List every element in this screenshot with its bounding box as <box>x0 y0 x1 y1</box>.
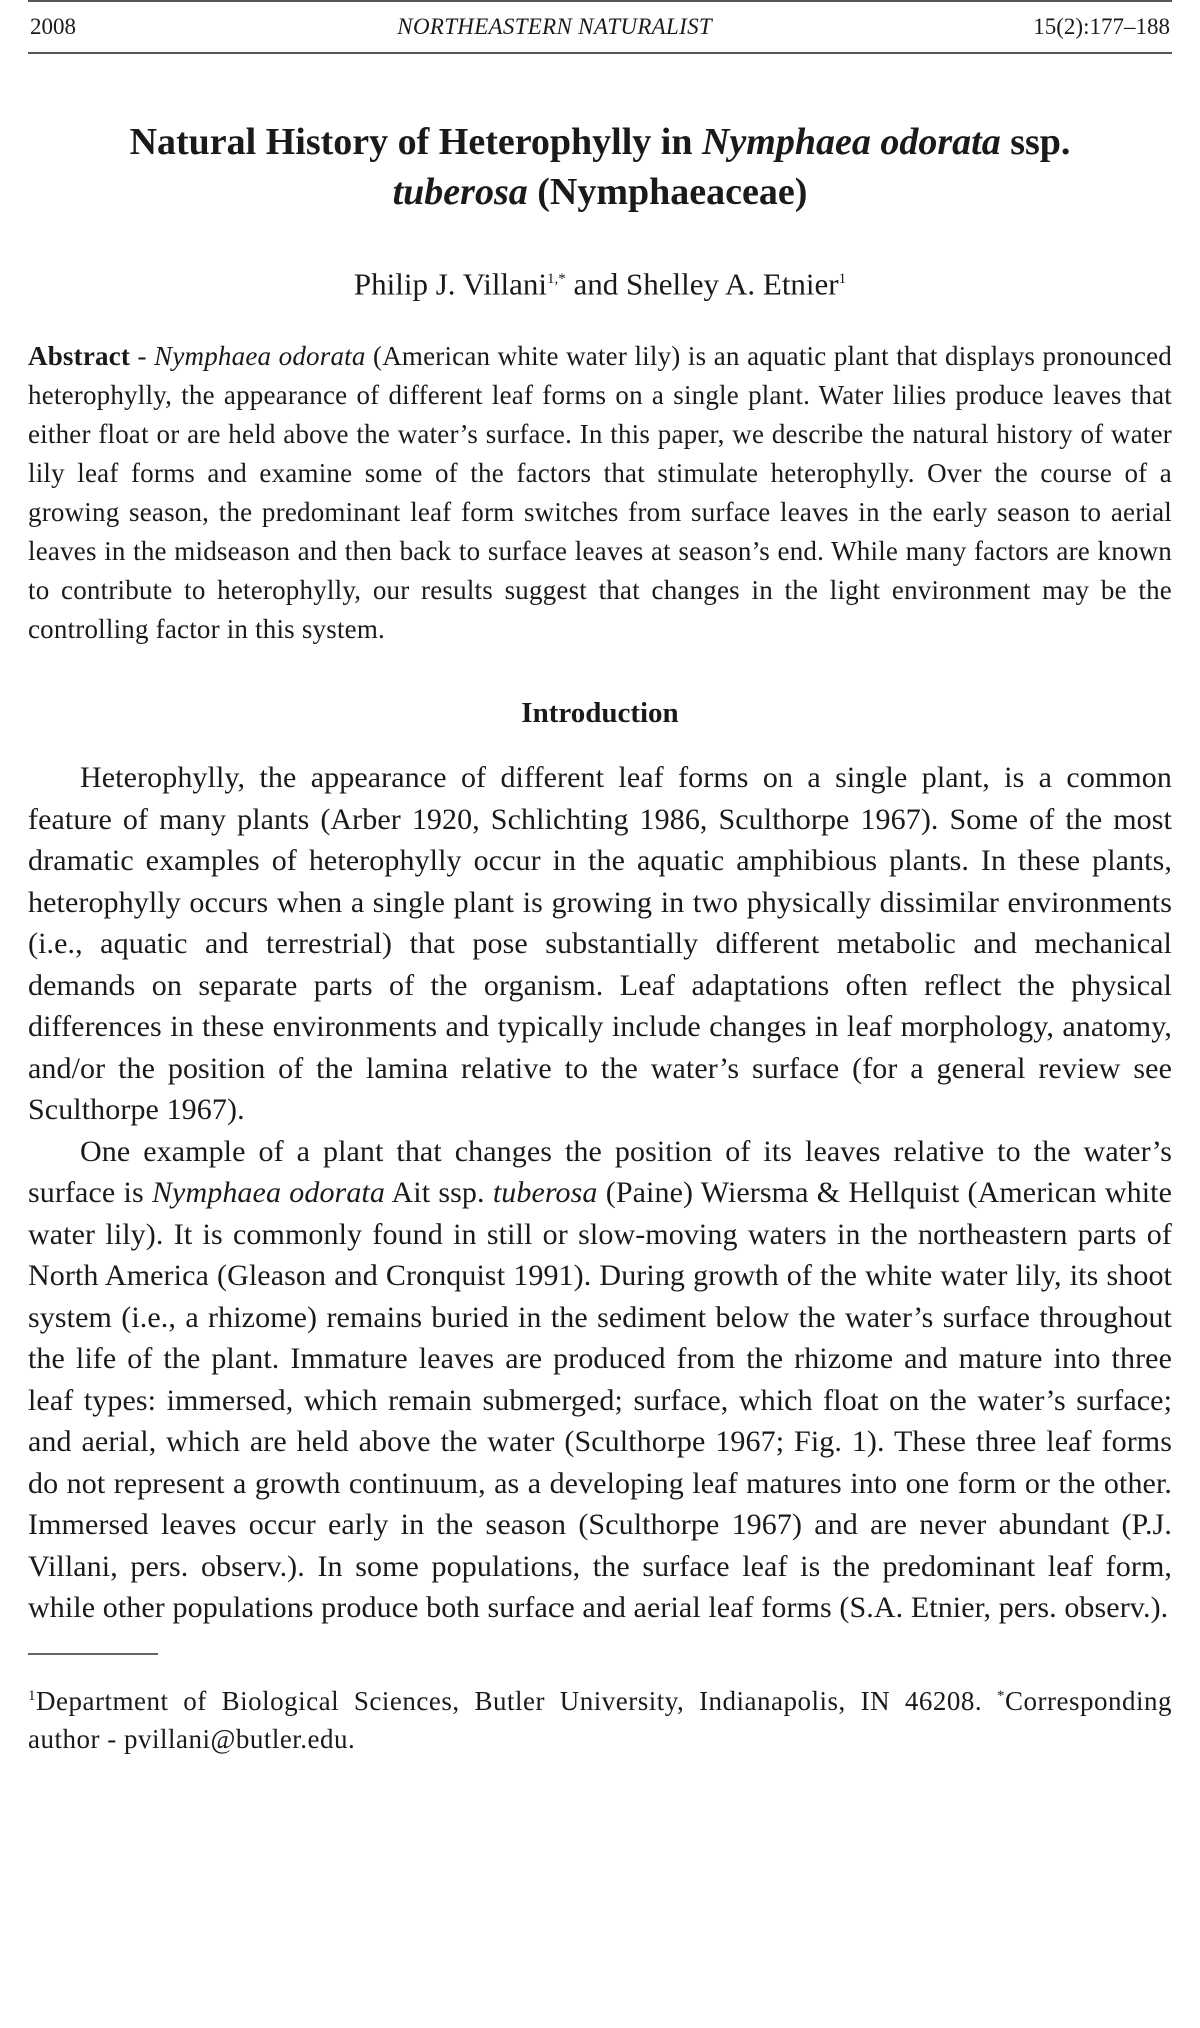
title-species: Nymphaea odorata <box>702 121 1001 163</box>
author-name: Shelley A. Etnier <box>625 266 839 302</box>
running-head-citation: 15(2):177–188 <box>1033 14 1170 39</box>
title-text: Natural History of Heterophylly in <box>129 121 702 163</box>
title-text: ssp. <box>1000 121 1071 163</box>
author-affiliation-mark: 1 <box>838 271 847 287</box>
author-conjunction: and <box>565 266 626 302</box>
paragraph-text: Ait ssp. <box>384 1176 493 1210</box>
author-line <box>28 259 1172 304</box>
abstract-label: Abstract <box>28 341 131 372</box>
author-name: Philip J. Villani <box>353 266 547 302</box>
intro-paragraph-1: Heterophylly, the appearance of different leaf forms on a single plant, is a common feature of many plants (Arber 1920, Schlichting 1986, Sculthorpe 1967). Some of the most dramatic examples of heterophylly occur in the aquatic amphibious plants. In these plants, heterophylly occurs when a single plant is growing in two physically dissimilar environments (i.e., aquatic and terrestrial) that pose substantially different metabolic and mechanical demands on separate parts of the organism. Leaf adaptations often reflect the physical differences in these environments and typically include changes in leaf morphology, anatomy, and/or the position of the lamina relative to the water’s surface (for a general review see Sculthorpe 1967). <box>28 761 1172 1127</box>
author-affiliation-mark: 1,* <box>546 271 566 287</box>
section-heading-introduction: Introduction <box>521 697 679 730</box>
footnote-rule <box>28 1653 158 1655</box>
paragraph-text: (Paine) Wiersma & Hellquist (American white water lily). It is commonly found in still or slow-moving waters in the northeastern parts of North America (Gleason and Cronquist 1991). During growth of the white water lily, its shoot system (i.e., a rhizome) remains buried in the sediment below the water’s surface throughout the life of the plant. Immature leaves are produced from the rhizome and mature into three leaf types: immersed, which remain submerged; surface, which float on the water’s surface; and aerial, which are held above the water (Sculthorpe 1967; Fig. 1). These three leaf forms do not represent a growth continuum, as a developing leaf matures into one form or the other. Immersed leaves occur early in the season (Sculthorpe 1967) and are never abundant (P.J. Villani, pers. observ.). In some populations, the surface leaf is the predominant leaf form, while other populations produce both surface and aerial leaf forms (S.A. Etnier, pers. observ.). <box>28 1176 1173 1625</box>
footnote-affiliation: Department of Biological Sciences, Butler University, Indianapolis, IN 46208. <box>36 1685 998 1716</box>
title-subspecies: tuberosa <box>392 171 528 213</box>
paragraph-text: One example of a plant that changes the position of its leaves relative to the water’s surface is <box>28 1134 1172 1210</box>
paper-page <box>28 0 1172 1785</box>
running-head-journal: NORTHEASTERN NATURALIST <box>397 14 712 39</box>
abstract-text: (American white water lily) is an aquatic plant that displays pronounced heterophylly, the appearance of different leaf forms on a single plant. Water lilies produce leaves that either float or are held above the water’s surface. In this paper, we describe the natural history of water lily leaf forms and examine some of the factors that stimulate heterophylly. Over the course of a growing season, the predominant leaf form switches from surface leaves in the early season to aerial leaves in the midseason and then back to surface leaves at season’s end. While many factors are known to contribute to heterophylly, our results suggest that changes in the light environment may be the controlling factor in this system. <box>28 341 1172 645</box>
subspecies-name: tuberosa <box>492 1176 598 1210</box>
title-family: (Nymphaeaceae) <box>527 171 808 213</box>
running-head-year: 2008 <box>30 14 76 39</box>
header-bottom-rule <box>28 52 1172 54</box>
footnote-mark: * <box>997 1687 1006 1704</box>
abstract-dash: - <box>130 341 155 372</box>
footnote <box>28 1677 1172 1758</box>
running-head <box>28 2 1172 52</box>
intro-paragraph-2 <box>28 1131 1172 1629</box>
abstract-species: Nymphaea odorata <box>154 341 366 372</box>
footnote-mark: 1 <box>28 1687 36 1704</box>
abstract <box>28 337 1172 649</box>
paper-title <box>28 117 1172 217</box>
footnote-corresponding-author: Corresponding author - pvillani@butler.edu. <box>28 1685 1172 1754</box>
species-name: Nymphaea odorata <box>151 1176 385 1210</box>
